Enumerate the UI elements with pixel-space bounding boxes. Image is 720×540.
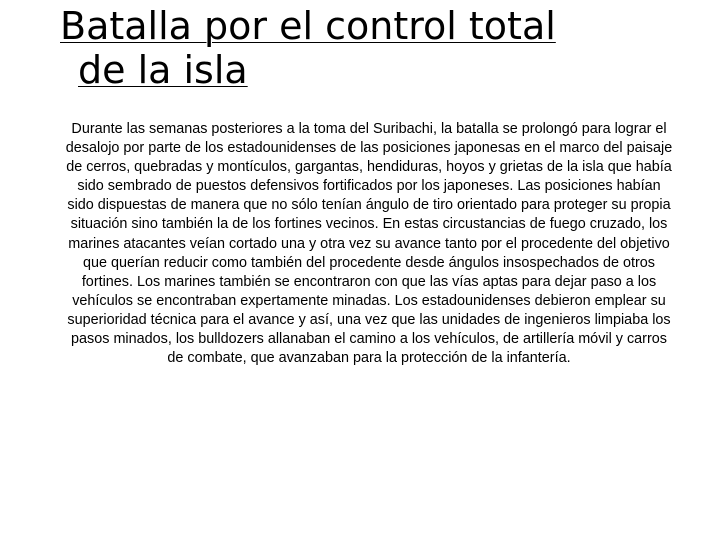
slide-title-line-2: de la isla — [78, 48, 248, 92]
slide-title — [60, 4, 680, 92]
slide-title-line-1: Batalla por el control total — [60, 4, 556, 48]
slide-body-text: Durante las semanas posteriores a la toma del Suribachi, la batalla se prolongó para lograr el desalojo por parte de los estadounidenses de las posiciones japonesas en el marco del paisaje de cerros, quebradas y montículos, gargantas, hendiduras, hoyos y grietas de la isla que había sido sembrado de puestos defensivos fortificados por los japoneses. Las posiciones habían sido dispuestas de manera que no sólo tenían ángulo de tiro orientado para proteger su propia situación sino también la de los fortines vecinos. En estas circustancias de fuego cruzado, los marines atacantes veían cortado una y otra vez su avance tanto por el procedente del objetivo que querían reducir como también del procedente desde ángulos insospechados de otros fortines. Los marines también se encontraron con que las vías aptas para dejar paso a los vehículos se encontraban expertamente minadas. Los estadounidenses debieron emplear su superioridad técnica para el avance y así, una vez que las unidades de ingenieros limpiaba los pasos minados, los bulldozers allanaban el camino a los vehículos, de artillería móvil y carros de combate, que avanzaban para la protección de la infantería. — [65, 121, 673, 367]
